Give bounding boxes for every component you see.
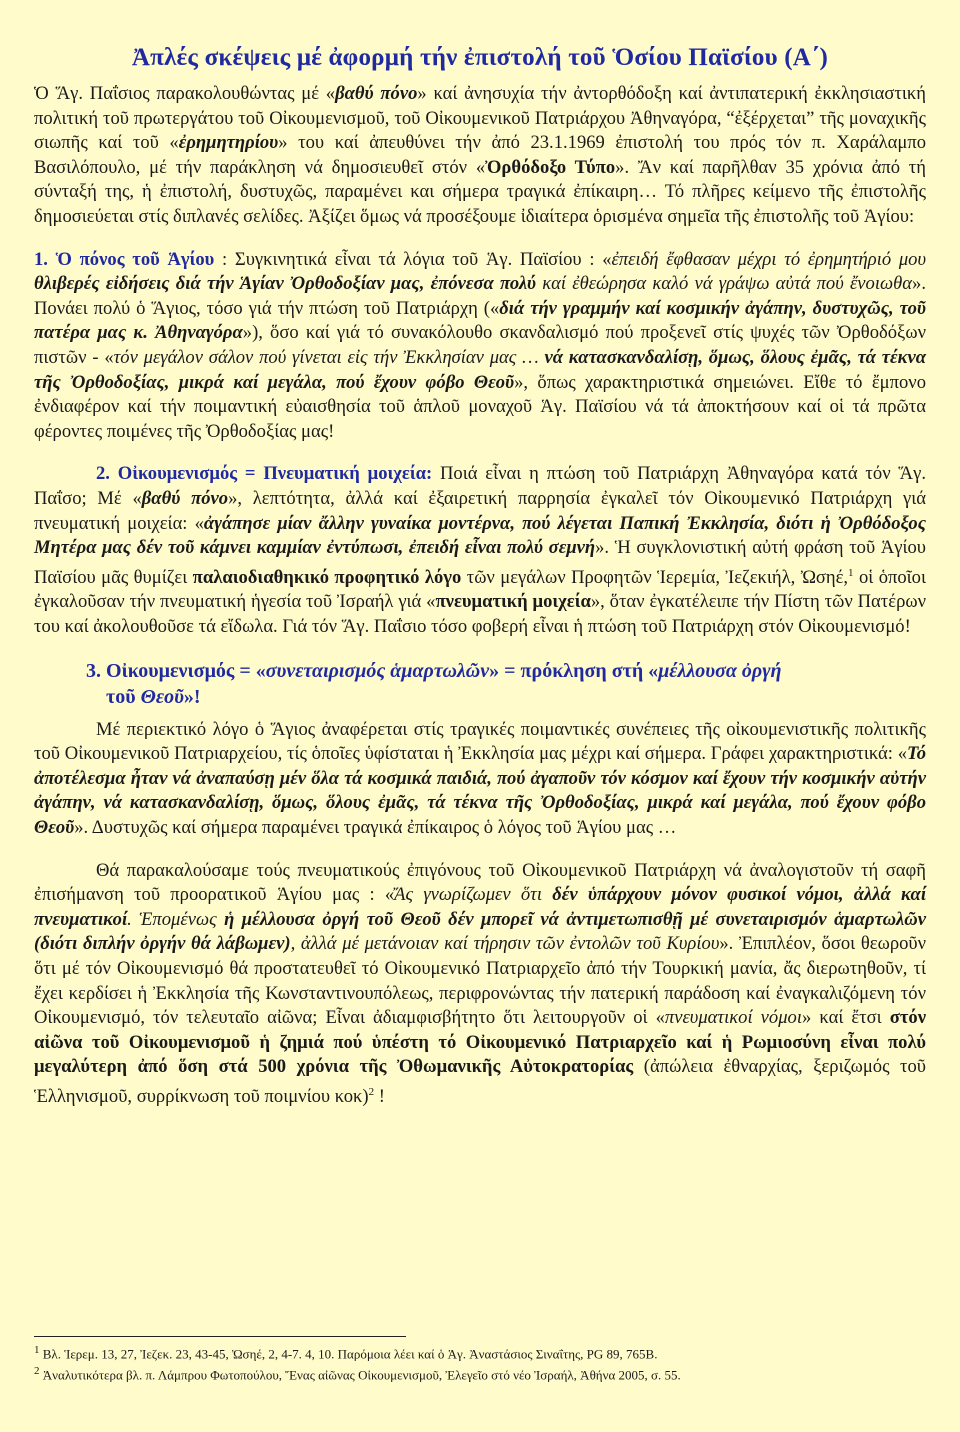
text-run: », λεπτότητα, ἀλλά καί ἐξαιρετική παρρησία ἐγκαλεῖ τόν Οἰκουμενικό Πατριάρχη γιά πνευματική μοιχεία: « [34, 487, 926, 534]
emphasis: βαθύ πόνο [141, 487, 229, 509]
text-run: τῶν μεγάλων Προφητῶν Ἱερεμία, Ἰεζεκιήλ, Ὠσηέ, [461, 566, 849, 588]
section-3-heading: 3. Οἰκουμενισμός = «συνεταιρισμός ἁμαρτωλῶν» = πρόκληση στή «μέλλουσα ὀργή τοῦ Θεοῦ»! [86, 659, 782, 708]
text-run: Θά παρακαλούσαμε τούς πνευματικούς ἐπιγόνους τοῦ Οἰκουμενικοῦ Πατριάρχη νά ἀναλογιστοῦν τή σαφῆ ἐπισήμανση τοῦ προορατικοῦ Ἁγίου μας : « [34, 859, 926, 906]
emphasis: ἀγάπησε μίαν ἄλλην γυναίκα μοντέρνα, πού λέγεται Παπική Ἐκκλησία, διότι ἡ Ὀρθόδοξος Μητέρα μας δέν τοῦ κάμνει καμμίαν ἐντύπωσι, ἐπειδή εἶναι πολύ σεμνή [34, 512, 926, 559]
section-3-paragraph-2 [34, 859, 926, 1110]
emphasis: ἐρημητηρίου [178, 132, 279, 154]
section-1-paragraph [34, 248, 926, 445]
section-3-paragraph-1 [34, 718, 926, 841]
text-run: », ὅπως χαρακτηριστικά σημειώνει. Εἴθε τό ἔμπονο ἐνδιαφέρον καί τήν ποιμαντική εὐαισθησία τοῦ ἁπλοῦ μοναχοῦ Ἁγ. Παϊσίου νά τά ἀποκτήσουν καί οἱ τά πρῶτα φέροντες ποιμένες τῆς Ὀρθοδοξίας μας! [34, 371, 926, 442]
emphasis: δέν ὑπάρχουν μόνον φυσικοί νόμοι, ἀλλά καί πνευματικοί [34, 884, 926, 930]
page-title: Ἀπλές σκέψεις μέ ἀφορμή τήν ἐπιστολή τοῦ Ὁσίου Παϊσίου (Α΄) [131, 44, 829, 71]
emphasis: θλιβερές εἰδήσεις διά τήν Ἁγίαν Ὀρθοδοξίαν μας, ἐπόνεσα πολύ [34, 273, 536, 295]
emphasis: καί ἐθεώρησα καλό νά γράψω αὐτά πού ἔνοιωθα [535, 273, 913, 295]
emphasis: Ἄς γνωρίζωμεν ὅτι [394, 884, 553, 906]
emphasis: Ὀρθόδοξο Τύπο [485, 156, 616, 178]
footnote-1: $^1$ Βλ. Ἱερεμ. 13, 27, Ἰεζεκ. 23, 43-45, Ὠσηέ, 2, 4-7. 4, 10. Παρόμοια λέει καί ὁ Ἁγ. Ἀναστάσιος Σιναΐτης, PG 89, 765Β. [34, 1344, 658, 1362]
text-run: : Συγκινητικά εἶναι τά λόγια τοῦ Ἁγ. Παϊσίου : « [214, 248, 612, 270]
text-run: » καί ἔτσι [802, 1007, 890, 1029]
text-run: », ὅταν ἐγκατέλειπε τήν Πίστη τῶν Πατέρων του καί ἀκολουθοῦσε τά εἴδωλα. Γιά τόν Ἅγ. Παΐσιο τόσο φοβερή εἶναι ἡ πτώση τοῦ Πατριάρχη στόν Οἰκουμενισμό! [34, 591, 926, 638]
footnote-ref-2[interactable]: 2 [368, 1085, 375, 1098]
emphasis: τόν μεγάλον σάλον πού γίνεται εἰς τήν Ἐκκλησίαν μας … [113, 346, 539, 368]
section-2-paragraph [34, 462, 926, 639]
emphasis: ἐπειδή ἔφθασαν μέχρι τό ἐρημητήριό μου [611, 248, 927, 270]
footnote-ref-1[interactable]: 1 [848, 566, 854, 579]
emphasis: πνευματική μοιχεία [435, 591, 591, 613]
text-run: ». Ἡ συγκλονιστική αὐτή φράση τοῦ Ἁγίου Παϊσίου μᾶς θυμίζει [34, 537, 926, 588]
text-run: » καί ἀνησυχία τήν ἀντορθόδοξη καί ἀντιπατερική ἐκκλησιαστική πολιτική τοῦ πρωτεργάτου τοῦ Οἰκουμενισμοῦ, τοῦ Οἰκουμενικοῦ Πατριάρχου Ἀθηναγόρα, “ἐξέρχεται” τῆς μοναχικῆς σιωπῆς καί τοῦ « [34, 83, 926, 154]
emphasis: πνευματικοί νόμοι [664, 1007, 803, 1029]
section-1-heading: 1. Ὁ πόνος τοῦ Ἁγίου [34, 248, 215, 270]
text-run: »), ὅσο καί γιά τό συνακόλουθο σκανδαλισμό πού προξενεῖ στίς ψυχές τῶν Ὀρθοδόξων πιστῶν - « [34, 322, 926, 368]
text-run: Ποιά εἶναι η πτώση τοῦ Πατριάρχη Ἀθηναγόρα κατά τόν Ἅγ. Παΐσο; Μέ « [34, 463, 927, 509]
text-run: » του καί ἀπευθύνει τήν ἀπό 23.1.1969 ἐπιστολή του πρός τόν π. Χαράλαμπο Βασιλόπουλο, μέ τήν παράκληση νά δημοσιευθεῖ στόν « [34, 132, 927, 178]
text-run: ». Ἄν καί παρῆλθαν 35 χρόνια ἀπό τή σύνταξή της, ἡ ἐπιστολή, δυστυχῶς, παραμένει και σήμερα τραγικά ἐπίκαιρη… Τό πλῆρες κείμενο τῆς ἐπιστολῆς δημοσιεύεται στίς διπλανές σελίδες. Ἀξίζει ὅμως νά προσέξουμε ἰδιαίτερα ὁρισμένα σημεῖα τῆς ἐπιστολῆς τοῦ Ἁγίου: [34, 156, 926, 227]
emphasis: βαθύ πόνο [335, 83, 418, 104]
emphasis: νά κατασκανδαλίσῃ, ὅμως, ὅλους ἐμᾶς, τά τέκνα τῆς Ὀρθοδοξίας, μικρά καί μεγάλα, πού ἔχουν φόβο Θεοῦ [34, 346, 926, 393]
text-run: ! [374, 1086, 385, 1108]
emphasis: διά τήν γραμμήν καί κοσμικήν ἀγάπην, δυστυχῶς, τοῦ πατέρα μας κ. Ἀθηναγόρα [34, 297, 927, 344]
emphasis: . Ἑπομένως [127, 908, 225, 930]
emphasis: στόν αἰῶνα τοῦ Οἰκουμενισμοῦ ἡ ζημιά πού ὑπέστη τό Οἰκουμενικό Πατριαρχεῖο καί ἡ Ρωμιοσύνη εἶναι πολύ μεγαλύτερη ἀπό ὅση στά 500 χρόνια τῆς Ὀθωμανικῆς Αὐτοκρατορίας [34, 1007, 927, 1078]
intro-paragraph [34, 82, 926, 230]
section-2-heading: 2. Οἰκουμενισμός = Πνευματική μοιχεία: [96, 463, 433, 485]
emphasis: ἡ μέλλουσα ὀργή τοῦ Θεοῦ δέν μπορεῖ νά ἀντιμετωπισθῇ μέ συνεταιρισμόν ἁμαρτωλῶν (διότι διπλήν ὀργήν θά λάβωμεν) [34, 908, 926, 955]
text-run: (ἀπώλεια ἐθναρχίας, ξεριζωμός τοῦ Ἑλληνισμοῦ, συρρίκνωση τοῦ ποιμνίου κοκ) [34, 1056, 926, 1108]
emphasis: Τό ἀποτέλεσμα ἦταν νά ἀναπαύσῃ μέν ὅλα τά κοσμικά παιδιά, πού ἀγαποῦν τόν κόσμον καί ἔχουν τήν κοσμικήν αὐτήν ἀγάπην, νά κατασκανδαλίσῃ, ὅμως, ὅλους ἐμᾶς, τά τέκνα τῆς Ὀρθοδοξίας, μικρά καί μεγάλα, πού ἔχουν φόβο Θεοῦ [34, 743, 926, 839]
text-run: ». Πονάει πολύ ὁ Ἅγιος, τόσο γιά τήν πτώση τοῦ Πατριάρχη (« [34, 273, 926, 319]
emphasis: , ἀλλά μέ μετάνοιαν καί τήρησιν τῶν ἐντολῶν τοῦ Κυρίου [290, 933, 720, 955]
emphasis: παλαιοδιαθηκικό προφητικό λόγο [192, 566, 462, 588]
text-run: Μέ περιεκτικό λόγο ὁ Ἅγιος ἀναφέρεται στίς τραγικές ποιμαντικές συνέπειες τῆς οἰκουμενιστικῆς πολιτικῆς τοῦ Οἰκουμενικοῦ Πατριαρχείου, τίς ὁποῖες ὑφίσταται ἡ Ἐκκλησία μας μέχρι καί σήμερα. Γράφει χαρακτηριστικά: « [34, 718, 926, 765]
text-run: ». Ἐπιπλέον, ὅσοι θεωροῦν ὅτι μέ τόν Οἰκουμενισμό θά προστατευθεῖ τό Οἰκουμενικό Πατριαρχεῖο ἀπό τήν Τουρκική μανία, ἄς διερωτηθοῦν, τί ἔχει κερδίσει ἡ Ἐκκλησία τῆς Κωνσταντινουπόλεως, περιφρονώντας τήν πατερική παράδοση καί ἐναγκαλιζόμενη τόν Οἰκουμενισμό, τόν τελευταῖο αἰῶνα; Εἶναι ἀδιαμφισβήτητο ὅτι λειτουργοῦν οἱ « [34, 933, 927, 1029]
text-run: οἱ ὁποῖοι ἐγκαλοῦσαν τήν πνευματική ἡγεσία τοῦ Ἰσραήλ γιά « [34, 566, 926, 613]
text-run: ». Δυστυχῶς καί σήμερα παραμένει τραγικά ἐπίκαιρος ὁ λόγος τοῦ Ἁγίου μας … [74, 817, 677, 839]
footnote-2: $^2$ Ἀναλυτικότερα βλ. π. Λάμπρου Φωτοπούλου, Ἕνας αἰῶνας Οἰκουμενισμοῦ, Ἐλεγεῖο στό νέο Ἰσραήλ, Ἀθήνα 2005, σ. 55. [34, 1365, 681, 1383]
footnote-divider [34, 1336, 406, 1337]
text-run: Ὁ Ἅγ. Παΐσιος παρακολουθώντας μέ « [34, 83, 336, 104]
